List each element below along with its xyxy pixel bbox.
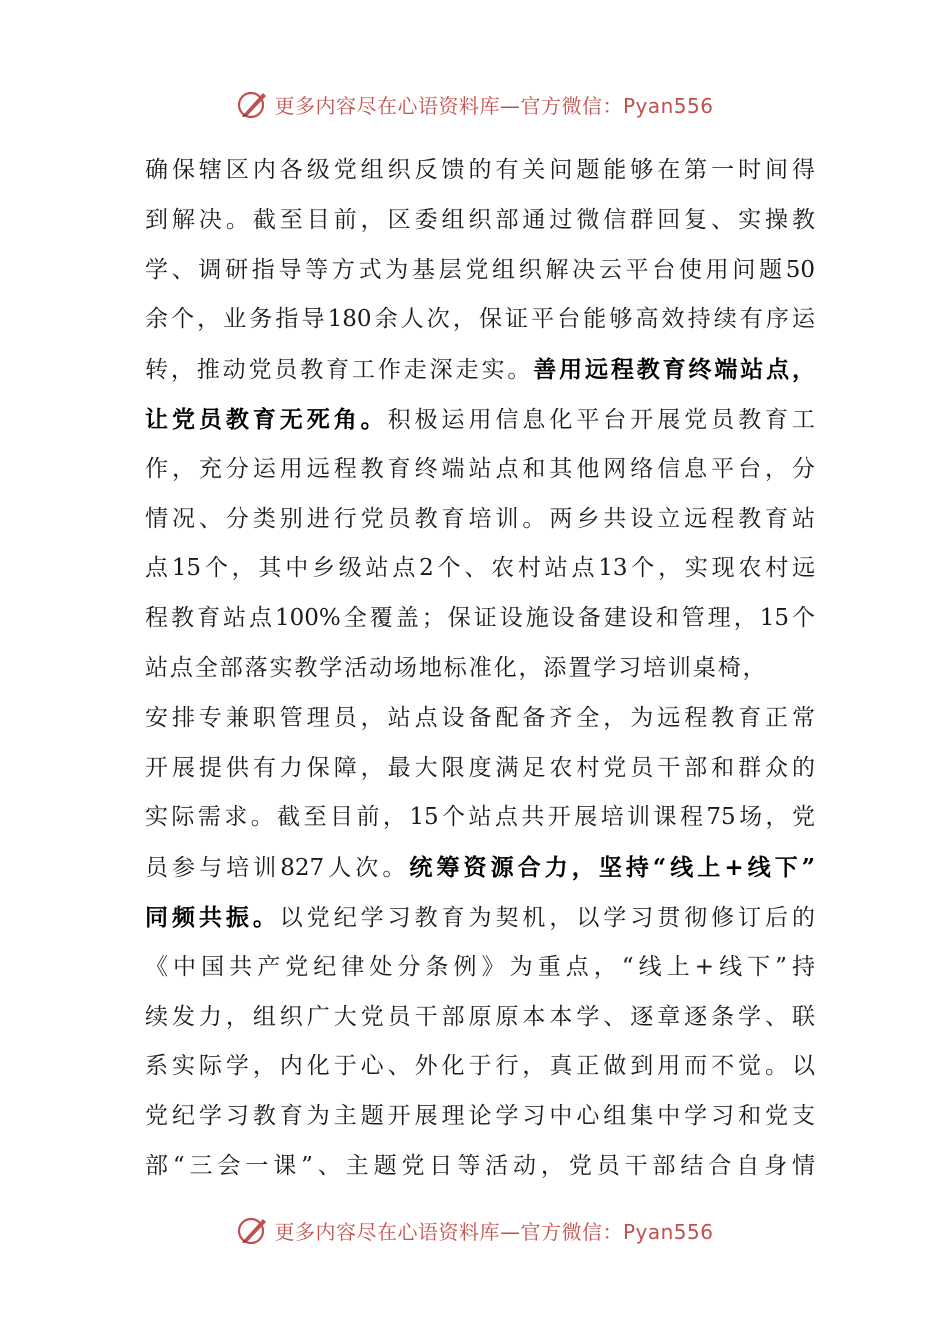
bold-heading: 善用远程教育终端站点， — [533, 356, 816, 384]
bold-heading: 同频共振。 — [145, 903, 280, 931]
text-line-15: 员参与培训827人次。统筹资源合力，坚持“线上+线下” — [145, 854, 816, 882]
text-line-14: 实际需求。截至目前，15个站点共开展培训课程75场，党 — [145, 804, 815, 831]
text-line-12: 安排专兼职管理员，站点设备配备齐全，为远程教育正常 — [145, 704, 815, 731]
text-line-19: 系实际学，内化于心、外化于行，真正做到用而不觉。以 — [145, 1053, 815, 1080]
footer-banner-text: 更多内容尽在心语资料库—官方微信：Pyan556 — [274, 1219, 714, 1244]
text-line-1: 确保辖区内各级党组织反馈的有关问题能够在第一时间得 — [145, 157, 815, 183]
bold-heading: 统筹资源合力，坚持“线上+线下” — [409, 854, 816, 882]
text-line-18: 续发力，组织广大党员干部原原本本学、逐章逐条学、联 — [145, 1003, 815, 1030]
text-line-3: 学、调研指导等方式为基层党组织解决云平台使用问题50 — [145, 256, 815, 283]
footer-banner — [0, 1210, 950, 1250]
bold-heading: 让党员教育无死角。 — [145, 405, 388, 433]
text-line-13: 开展提供有力保障，最大限度满足农村党员干部和群众的 — [145, 754, 815, 781]
text-line-9: 点15个，其中乡级站点2个、农村站点13个，实现农村远 — [145, 555, 815, 582]
text-line-7: 作，充分运用远程教育终端站点和其他网络信息平台，分 — [145, 455, 815, 482]
text-line-10: 程教育站点100%全覆盖；保证设施设备建设和管理，15个 — [145, 605, 815, 632]
pen-logo-icon — [236, 1213, 270, 1247]
pen-logo-icon — [236, 87, 270, 121]
text-line-4: 余个，业务指导180余人次，保证平台能够高效持续有序运 — [145, 306, 815, 333]
document-body — [145, 146, 815, 1192]
text-line-11: 站点全部落实教学活动场地标准化，添置学习培训桌椅， — [145, 654, 768, 681]
text-line-2: 到解决。截至目前，区委组织部通过微信群回复、实操教 — [145, 206, 815, 233]
header-banner — [0, 84, 950, 124]
text-line-5: 转，推动党员教育工作走深走实。善用远程教育终端站点， — [145, 356, 816, 384]
text-line-21: 部“三会一课”、主题党日等活动，党员干部结合自身情 — [145, 1152, 815, 1179]
header-banner-text: 更多内容尽在心语资料库—官方微信：Pyan556 — [274, 93, 714, 118]
text-line-16: 同频共振。以党纪学习教育为契机，以学习贯彻修订后的 — [145, 903, 816, 931]
text-line-6: 让党员教育无死角。积极运用信息化平台开展党员教育工 — [145, 405, 816, 433]
text-line-20: 党纪学习教育为主题开展理论学习中心组集中学习和党支 — [145, 1103, 815, 1130]
text-line-17: 《中国共产党纪律处分条例》为重点，“线上+线下”持 — [145, 953, 815, 980]
text-line-8: 情况、分类别进行党员教育培训。两乡共设立远程教育站 — [145, 505, 815, 532]
